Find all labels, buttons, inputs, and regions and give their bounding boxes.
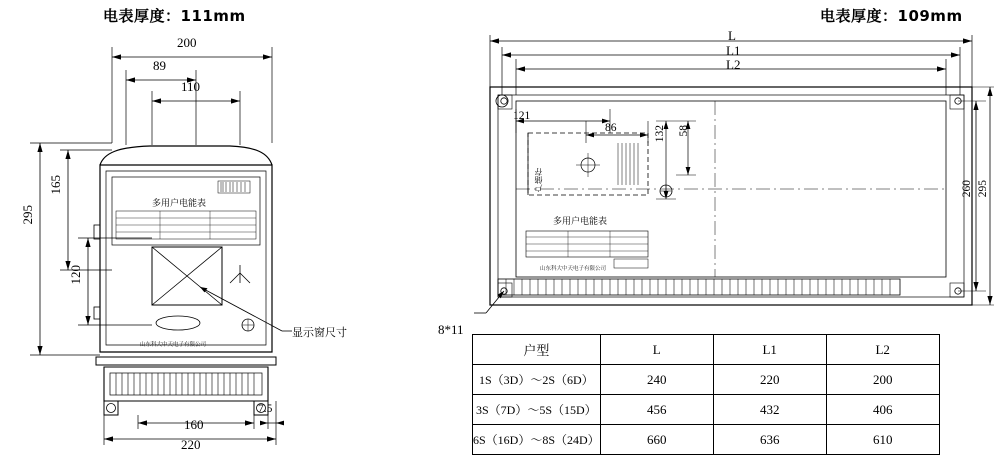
table-row [473,425,940,455]
right-meter-title: 多用户电能表 [553,217,608,227]
dim-label-220: 220 [181,437,201,452]
row-model: 6S（16D）～8S（24D） [473,425,601,455]
dim-label-121: 121 [513,110,531,122]
dim-label-132: 132 [654,125,666,143]
dim-label-295: 295 [20,205,35,225]
dim-label-89: 89 [153,58,166,73]
table-header-model: 户型 [473,335,601,365]
dim-label-295: 295 [977,180,989,198]
row-L2: 610 [826,425,939,455]
right-thickness-label: 电表厚度：109mm [820,7,963,25]
dim-label-120: 120 [68,265,83,285]
dim-label-160: 160 [184,417,204,432]
right-window-text: 户储存 [534,168,543,192]
table-header-row [473,335,940,365]
left-meter-company: 山东科大中天电子有限公司 [140,342,207,348]
dim-label-165: 165 [48,175,63,195]
row-model: 1S（3D）～2S（6D） [473,365,601,395]
row-L1: 636 [713,425,826,455]
dim-label-260: 260 [961,180,973,198]
dim-label-200: 200 [177,35,197,50]
dim-label-86: 86 [605,122,617,134]
row-L1: 220 [713,365,826,395]
dim-label-L: L [728,28,736,43]
table-row [473,365,940,395]
row-L1: 432 [713,395,826,425]
left-view-drawing [0,25,420,455]
spec-table [472,334,940,455]
row-L: 240 [600,365,713,395]
dim-label-110: 110 [181,79,201,94]
right-meter-company: 山东科大中天电子有限公司 [540,266,607,272]
dim-label-7-5: 7.5 [258,403,273,415]
dim-label-L1: L1 [726,43,741,58]
table-row [473,395,940,425]
table-header-L1: L1 [713,335,826,365]
row-model: 3S（7D）～5S（15D） [473,395,601,425]
row-L: 456 [600,395,713,425]
dim-label-L2: L2 [726,57,741,72]
left-meter-title: 多用户电能表 [152,199,207,209]
row-L2: 200 [826,365,939,395]
left-thickness-label: 电表厚度：111mm [103,7,246,25]
dim-label-8x11: 8*11 [438,322,464,337]
right-view-drawing [470,25,1000,345]
display-window-note: 显示窗尺寸 [292,326,347,339]
dim-label-58: 58 [678,125,690,137]
row-L: 660 [600,425,713,455]
table-header-L2: L2 [826,335,939,365]
table-header-L: L [600,335,713,365]
row-L2: 406 [826,395,939,425]
